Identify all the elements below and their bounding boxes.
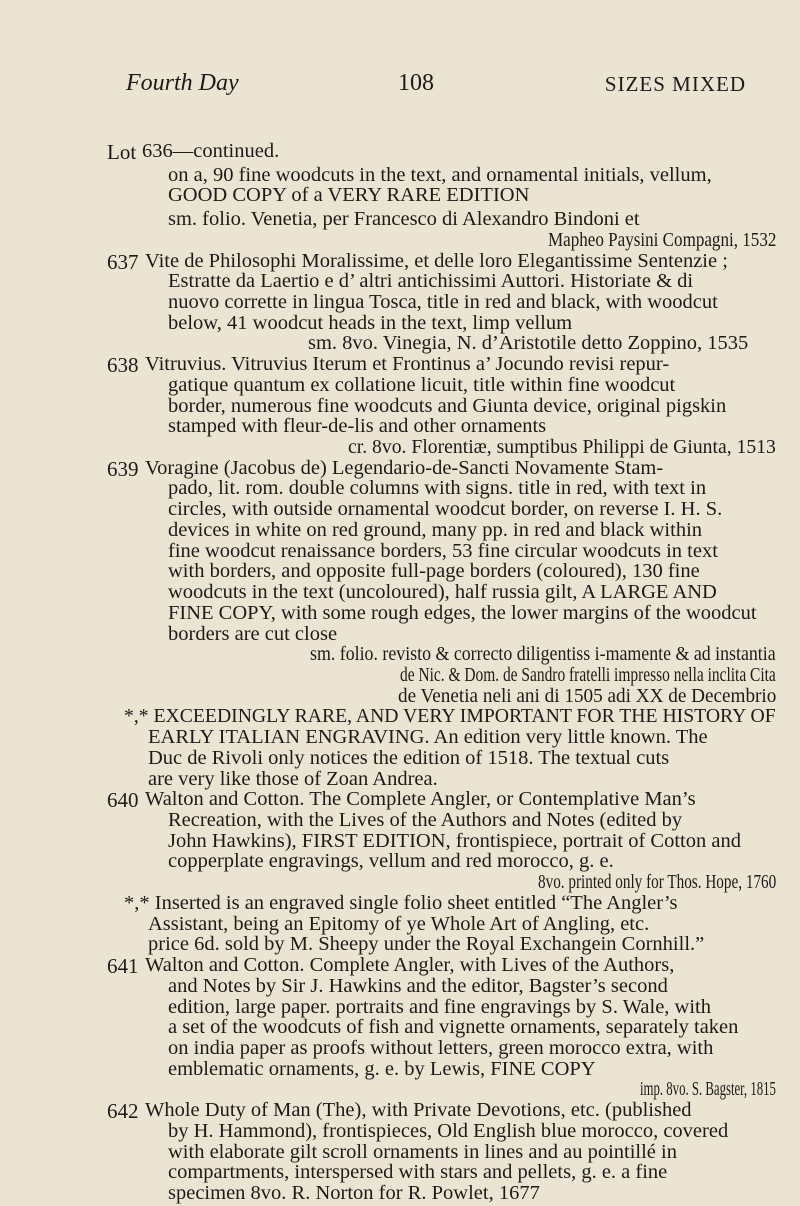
- lot-text-line: 8vo. printed only for Thos. Hope, 1760: [538, 871, 777, 894]
- lot-text-line: Recreation, with the Lives of the Authors and Notes (edited by: [168, 809, 683, 831]
- lot-text-line: edition, large paper. portraits and fine engravings by S. Wale, with: [168, 995, 711, 1018]
- lot-text-line: sm. 8vo. Vinegia, N. d’Aristotile detto Zoppino, 1535: [308, 332, 749, 355]
- lot-text-line: Duc de Rivoli only notices the edition of 1518. The textual cuts: [148, 746, 670, 769]
- lot-text-line: 636—continued.: [142, 140, 280, 162]
- lot-text-line: are very like those of Zoan Andrea.: [148, 767, 438, 790]
- lot-number: 638: [107, 353, 139, 378]
- lot-number: 637: [107, 249, 139, 274]
- lot-text-line: woodcuts in the text (uncoloured), half russia gilt, A LARGE AND: [168, 581, 717, 604]
- lot-text-line: Whole Duty of Man (The), with Private Devotions, etc. (published: [145, 1099, 692, 1122]
- lot-text-line: by H. Hammond), frontispieces, Old English blue morocco, covered: [168, 1119, 729, 1142]
- lot-text-line: copperplate engravings, vellum and red morocco, g. e.: [168, 850, 614, 873]
- lot-text-line: cr. 8vo. Florentiæ, sumptibus Philippi de Giunta, 1513: [348, 436, 776, 459]
- lot-text-line: nuovo corrette in lingua Tosca, title in red and black, with woodcut: [168, 290, 718, 313]
- lot-text-line: devices in white on red ground, many pp. in red and black within: [168, 518, 703, 541]
- lot-text-line: Vite de Philosophi Moralissime, et delle loro Elegantissime Sentenzie ;: [145, 249, 728, 272]
- lot-text-line: fine woodcut renaissance borders, 53 fine circular woodcuts in text: [168, 539, 718, 562]
- lot-text-line: border, numerous fine woodcuts and Giunta device, original pigskin: [168, 394, 727, 417]
- lot-number: 641: [107, 954, 139, 979]
- lot-text-line: a set of the woodcuts of fish and vignette ornaments, separately taken: [168, 1016, 739, 1039]
- lot-text-line: Mapheo Paysini Compagni, 1532: [548, 228, 777, 251]
- lot-text-line: on a, 90 fine woodcuts in the text, and ornamental initials, vellum,: [168, 164, 712, 187]
- lot-text-line: FINE COPY, with some rough edges, the lower margins of the woodcut: [168, 601, 757, 624]
- lot-text-line: Vitruvius. Vitruvius Iterum et Frontinus a’ Jocundo revisi repur-: [145, 353, 670, 376]
- lot-text-line: sm. folio. revisto & correcto diligentiss i-mamente & ad instantia: [310, 643, 776, 666]
- lot-text-line: below, 41 woodcut heads in the text, limp vellum: [168, 311, 573, 334]
- lot-text-line: Assistant, being an Epitomy of ye Whole Art of Angling, etc.: [148, 912, 650, 935]
- lot-text-line: Voragine (Jacobus de) Legendario-de-Sancti Novamente Stam-: [145, 456, 664, 479]
- lot-text-line: pado, lit. rom. double columns with signs. title in red, with text in: [168, 477, 707, 500]
- lot-number: 642: [107, 1099, 139, 1124]
- lot-number: 640: [107, 788, 139, 813]
- page-header: [0, 70, 800, 104]
- lot-text-line: with elaborate gilt scroll ornaments in lines and au pointillé in: [168, 1140, 677, 1163]
- lot-text-line: emblematic ornaments, g. e. by Lewis, FINE COPY: [168, 1057, 596, 1080]
- lot-text-line: specimen 8vo. R. Norton for R. Powlet, 1677: [168, 1182, 540, 1204]
- lot-text-line: gatique quantum ex collatione licuit, title within fine woodcut: [168, 373, 676, 396]
- lot-number: 639: [107, 456, 139, 481]
- lot-text-line: stamped with fleur-de-lis and other ornaments: [168, 415, 547, 438]
- page-number: 108: [398, 70, 434, 96]
- lot-text-line: price 6d. sold by M. Sheepy under the Royal Exchangein Cornhill.”: [148, 933, 705, 956]
- lot-text-line: *,* Inserted is an engraved single folio sheet entitled “The Angler’s: [124, 891, 678, 914]
- lot-text-line: de Nic. & Dom. de Sandro fratelli impresso nella inclita Cita: [400, 663, 776, 686]
- lot-text-line: *,* EXCEEDINGLY RARE, AND VERY IMPORTANT FOR THE HISTORY OF: [124, 705, 776, 728]
- lot-text-line: Estratte da Laertio e d’ altri antichissimi Auttori. Historiate & di: [168, 270, 694, 293]
- lot-text-line: Walton and Cotton. Complete Angler, with Lives of the Authors,: [145, 954, 675, 977]
- lot-text-line: compartments, interspersed with stars and pellets, g. e. a fine: [168, 1161, 668, 1184]
- lot-text-line: on india paper as proofs without letters, green morocco extra, with: [168, 1036, 714, 1059]
- lot-text-line: borders are cut close: [168, 622, 338, 645]
- lot-text-line: de Venetia neli ani di 1505 adi XX de Decembrio: [398, 684, 777, 707]
- lot-text-line: GOOD COPY of a VERY RARE EDITION: [168, 184, 530, 207]
- lot-text-line: EARLY ITALIAN ENGRAVING. An edition very little known. The: [148, 726, 708, 749]
- lot-text-line: imp. 8vo. S. Bagster, 1815: [640, 1078, 776, 1101]
- lot-text-line: sm. folio. Venetia, per Francesco di Alexandro Bindoni et: [168, 208, 640, 231]
- day-heading: Fourth Day: [126, 70, 239, 96]
- lot-number: Lot: [107, 140, 137, 164]
- lot-text-line: and Notes by Sir J. Hawkins and the editor, Bagster’s second: [168, 974, 668, 997]
- section-heading: SIZES MIXED: [604, 72, 746, 96]
- lot-text-line: circles, with outside ornamental woodcut border, on reverse I. H. S.: [168, 498, 723, 521]
- lot-text-line: John Hawkins), FIRST EDITION, frontispiece, portrait of Cotton and: [168, 829, 741, 852]
- lot-text-line: with borders, and opposite full-page borders (coloured), 130 fine: [168, 560, 700, 583]
- lot-text-line: Walton and Cotton. The Complete Angler, or Contemplative Man’s: [145, 788, 696, 811]
